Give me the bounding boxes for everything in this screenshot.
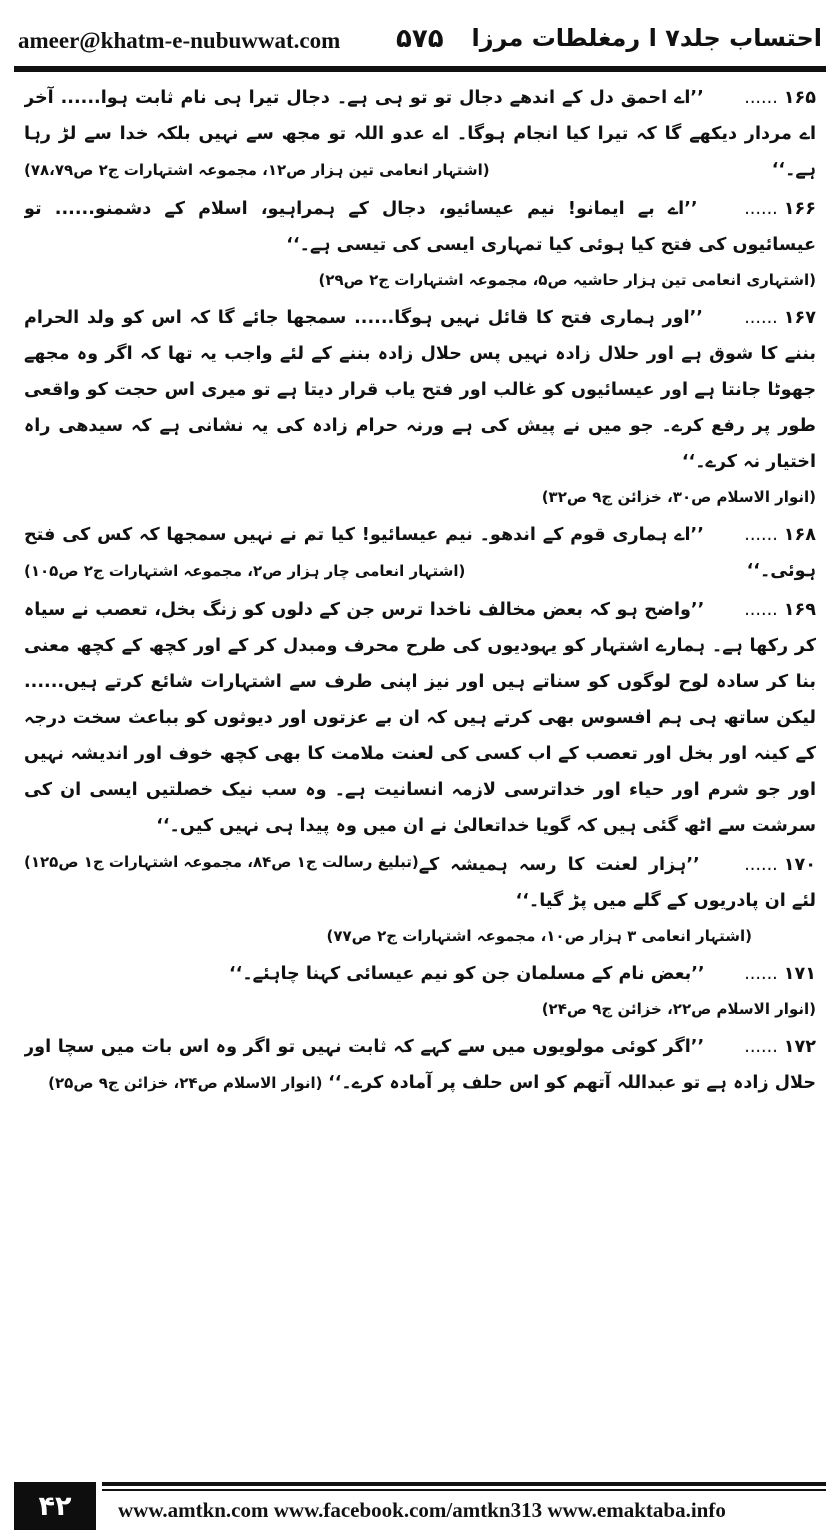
entry-165 <box>24 80 816 188</box>
entry-number: ۱۷۲ <box>783 1037 816 1057</box>
entry-number: ۱۶۸ <box>783 525 816 545</box>
entry-dots: ...... <box>744 308 778 328</box>
entry-number: ۱۶۹ <box>783 600 816 620</box>
entry-quote: ’’اے ہماری قوم کے اندھو۔ نیم عیسائیو! کیا تم نے نہیں سمجھا کہ کس کی فتح ہوئی۔‘‘ <box>24 525 816 581</box>
footer-links: www.amtkn.com www.facebook.com/amtkn313 www.emaktaba.info <box>118 1498 726 1522</box>
entry-reference: (اشتہار انعامی ۳ ہزار ص۱۰، مجموعہ اشتہارات ج۲ ص۷۷) <box>326 927 752 945</box>
entry-number: ۱۶۶ <box>783 199 816 219</box>
entry-166 <box>24 191 816 297</box>
header-page-number: ۵۷۵ <box>396 24 444 54</box>
entry-quote: ’’اے احمق دل کے اندھے دجال تو تو ہی ہے۔ دجال تیرا ہی نام ثابت ہوا...... آخر اے مردار دیکھے گا کہ تیرا کیا انجام ہوگا۔ اے عدو اللہ تو مجھ سے نہیں بلکہ خدا سے لڑ رہا ہے۔‘‘ <box>24 88 816 180</box>
entry-reference: (انوار الاسلام ص۲۴، خزائن ج۹ ص۲۵) <box>48 1074 323 1092</box>
entry-dots: ...... <box>744 525 778 545</box>
page-header <box>14 18 826 66</box>
entry-reference: (اشتہار انعامی چار ہزار ص۲، مجموعہ اشتہارات ج۲ ص۱۰۵) <box>24 562 466 580</box>
entry-number: ۱۷۱ <box>783 964 816 984</box>
entry-167 <box>24 300 816 514</box>
entry-171 <box>24 956 816 1026</box>
page-content <box>24 80 816 1465</box>
entry-dots: ...... <box>744 1037 778 1057</box>
footer-rule <box>102 1482 826 1486</box>
entry-dots: ...... <box>744 600 778 620</box>
header-rule <box>14 66 826 72</box>
entry-172 <box>24 1029 816 1101</box>
entry-number: ۱۶۷ <box>783 308 816 328</box>
entry-quote: ’’اگر کوئی مولویوں میں سے کہے کہ ثابت نہیں تو اگر وہ اس بات میں سچا اور حلال زادہ ہے تو عبداللہ آتھم کو اس حلف پر آمادہ کرے۔‘‘ <box>24 1037 816 1093</box>
entry-quote: ’’اے بے ایمانو! نیم عیسائیو، دجال کے ہمراہیو، اسلام کے دشمنو...... تو عیسائیوں کی فتح کیا ہوئی کیا تمہاری ایسی کی تیسی ہے۔‘‘ <box>24 199 816 255</box>
entry-reference: (انوار الاسلام ص۲۲، خزائن ج۹ ص۲۴) <box>541 1000 816 1018</box>
entry-reference: (انوار الاسلام ص۳۰، خزائن ج۹ ص۳۲) <box>541 488 816 506</box>
entry-reference: (اشتہار انعامی تین ہزار ص۱۲، مجموعہ اشتہارات ج۲ ص۷۸،۷۹) <box>24 161 490 179</box>
entry-quote: ’’ہزار لعنت کا رسہ ہمیشہ کے لئے ان پادریوں کے گلے میں پڑ گیا۔‘‘ <box>418 855 816 911</box>
entry-number: ۱۶۵ <box>783 88 816 108</box>
header-book-title: احتساب جلد۷ ا رمغلطات مرزا <box>471 24 822 52</box>
entry-quote: ’’اور ہماری فتح کا قائل نہیں ہوگا...... سمجھا جائے گا کہ اس کو ولد الحرام بننے کا شوق ہے اور حلال زادہ نہیں پس حلال زادہ بننے کے لئے واجب یہ تھا کہ اگر وہ مجھے جھوٹا جانتا ہے اور عیسائیوں کو غالب اور فتح یاب قرار دیتا ہے تو میری اس حجت کو واقعی طور پر رفع کرے۔ جو میں نے پیش کی ہے ورنہ حرام زادہ کی یہ نشانی ہے کہ سیدھی راہ اختیار نہ کرے۔‘‘ <box>24 308 816 472</box>
entry-dots: ...... <box>744 964 778 984</box>
entry-dots: ...... <box>744 88 778 108</box>
entry-dots: ...... <box>744 199 778 219</box>
page-footer <box>14 1482 826 1532</box>
entry-quote: ’’واضح ہو کہ بعض مخالف ناخدا ترس جن کے دلوں کو زنگ بخل، تعصب نے سیاہ کر رکھا ہے۔ ہمارے اشتہار کو یہودیوں کی طرح محرف ومبدل کر کے اور کچھ کے کچھ معنی بنا کر سادہ لوح لوگوں کو سناتے ہیں اور نیز اپنی طرف سے اشتہارات شائع کرتے ہیں...... لیکن ساتھ ہی ہم افسوس بھی کرتے ہیں کہ ان بے عزتوں اور دیوثوں کو بباعث سخت درجہ کے کینہ اور بخل اور تعصب کے اب کسی کی لعنت ملامت کا بھی کچھ خوف اور اندیشہ نہیں اور جو شرم اور حیاء اور خداترسی لازمہ انسانیت ہے۔ وہ سب نیک خصلتیں ایسی ان کی سرشت سے اٹھ گئی ہیں کہ گویا خداتعالیٰ نے ان میں وہ پیدا ہی نہیں کیں۔‘‘ <box>24 600 816 836</box>
entry-reference: (اشتہاری انعامی تین ہزار حاشیہ ص۵، مجموعہ اشتہارات ج۲ ص۲۹) <box>318 271 816 289</box>
entry-number: ۱۷۰ <box>783 855 816 875</box>
entry-dots: ...... <box>744 855 778 875</box>
footer-page-number: ۴۲ <box>14 1482 96 1530</box>
header-email: ameer@khatm-e-nubuwwat.com <box>18 28 341 53</box>
footer-rule-thin <box>102 1489 826 1491</box>
entry-reference: (تبلیغ رسالت ج۱ ص۸۴، مجموعہ اشتہارات ج۱ ص۱۲۵) <box>24 853 419 871</box>
entry-quote: ’’بعض نام کے مسلمان جن کو نیم عیسائی کہنا چاہئے۔‘‘ <box>228 964 705 984</box>
entry-168 <box>24 517 816 589</box>
